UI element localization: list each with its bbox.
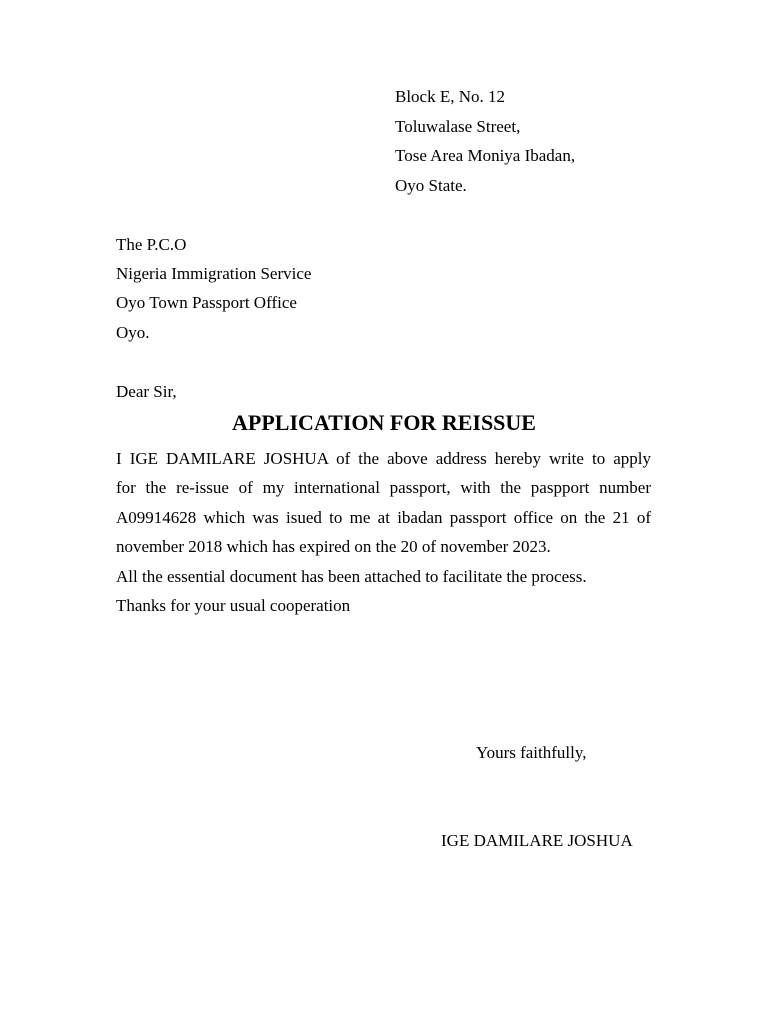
body-line: november 2018 which has expired on the 20 of november 2023. bbox=[116, 537, 551, 556]
letter-title: APPLICATION FOR REISSUE bbox=[232, 410, 536, 435]
sender-address-line: Block E, No. 12 bbox=[395, 87, 506, 106]
body-line: All the essential document has been attached to facilitate the process. bbox=[116, 567, 587, 586]
recipient-address-line: The P.C.O bbox=[116, 235, 187, 254]
recipient-address-line: Oyo. bbox=[116, 323, 150, 342]
signature-name: IGE DAMILARE JOSHUA bbox=[441, 831, 633, 850]
closing: Yours faithfully, bbox=[476, 743, 587, 762]
recipient-address-line: Oyo Town Passport Office bbox=[116, 293, 297, 312]
body-line: for the re-issue of my international passport, with the paspport number bbox=[116, 478, 651, 497]
body-line: Thanks for your usual cooperation bbox=[116, 596, 351, 615]
recipient-address-line: Nigeria Immigration Service bbox=[116, 264, 312, 283]
sender-address-line: Toluwalase Street, bbox=[395, 117, 521, 136]
body-line: A09914628 which was isued to me at ibadan passport office on the 21 of bbox=[116, 508, 651, 527]
body-line: I IGE DAMILARE JOSHUA of the above address hereby write to apply bbox=[116, 449, 651, 468]
salutation: Dear Sir, bbox=[116, 382, 177, 401]
sender-address-line: Oyo State. bbox=[395, 176, 467, 195]
sender-address-line: Tose Area Moniya Ibadan, bbox=[395, 146, 576, 165]
